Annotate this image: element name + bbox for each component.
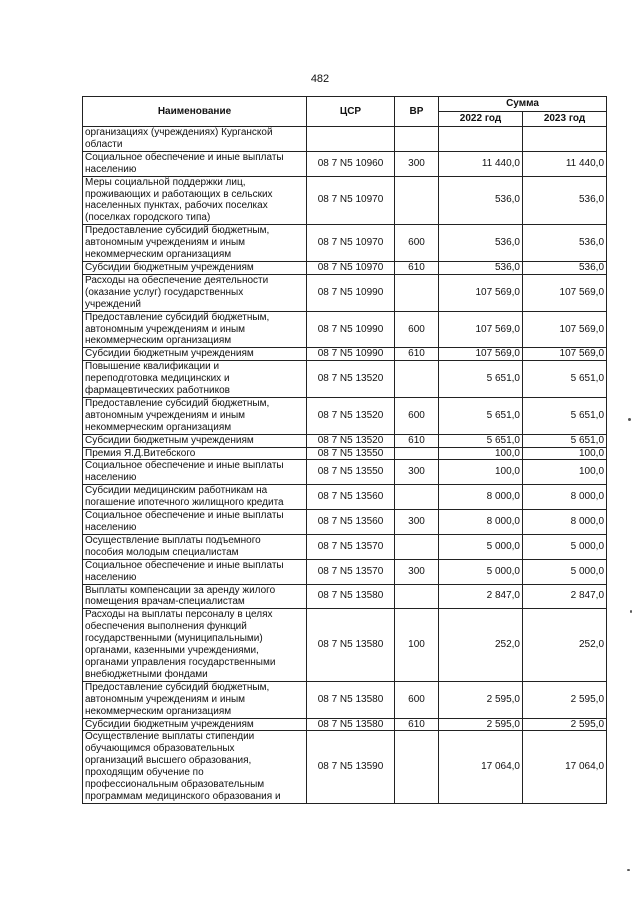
row-csr: 08 7 N5 13590	[307, 731, 395, 803]
table-row	[83, 731, 607, 803]
row-amount-2022: 17 064,0	[439, 731, 523, 803]
table-row	[83, 176, 607, 225]
row-amount-2023: 2 847,0	[523, 584, 607, 609]
row-vr: 300	[395, 559, 439, 584]
row-csr: 08 7 N5 10970	[307, 261, 395, 274]
row-csr: 08 7 N5 13550	[307, 447, 395, 460]
table-body	[83, 127, 607, 804]
row-csr: 08 7 N5 10970	[307, 225, 395, 262]
row-amount-2023: 5 651,0	[523, 434, 607, 447]
row-amount-2023: 107 569,0	[523, 311, 607, 348]
row-name: Субсидии бюджетным учреждениям	[83, 348, 307, 361]
row-amount-2023: 5 000,0	[523, 559, 607, 584]
row-amount-2023: 100,0	[523, 447, 607, 460]
table-row	[83, 397, 607, 434]
row-vr	[395, 274, 439, 311]
header-sum: Сумма	[439, 97, 607, 112]
row-name: Повышение квалификации и переподготовка медицинских и фармацевтических работников	[83, 361, 307, 398]
row-amount-2023: 536,0	[523, 261, 607, 274]
row-vr: 600	[395, 225, 439, 262]
row-amount-2022: 8 000,0	[439, 485, 523, 510]
row-amount-2023	[523, 127, 607, 152]
row-amount-2022: 5 651,0	[439, 434, 523, 447]
table-row	[83, 361, 607, 398]
row-name: Субсидии бюджетным учреждениям	[83, 718, 307, 731]
row-csr: 08 7 N5 13580	[307, 681, 395, 718]
header-year-2022: 2022 год	[439, 112, 523, 127]
row-name: Премия Я.Д.Витебского	[83, 447, 307, 460]
row-csr: 08 7 N5 10990	[307, 311, 395, 348]
row-name: Субсидии бюджетным учреждениям	[83, 434, 307, 447]
row-vr	[395, 447, 439, 460]
row-name: Выплаты компенсации за аренду жилого помещения врачам-специалистам	[83, 584, 307, 609]
row-name: Осуществление выплаты подъемного пособия молодым специалистам	[83, 534, 307, 559]
row-name: Расходы на выплаты персоналу в целях обеспечения выполнения функций государственными (муниципальными) органами, казенными учреждениями, органами управления государственными внебюджетными фондами	[83, 609, 307, 681]
table-row	[83, 584, 607, 609]
row-amount-2022: 100,0	[439, 447, 523, 460]
row-amount-2022: 2 847,0	[439, 584, 523, 609]
row-name: Расходы на обеспечение деятельности (оказание услуг) государственных учреждений	[83, 274, 307, 311]
row-csr: 08 7 N5 13580	[307, 584, 395, 609]
row-vr: 300	[395, 151, 439, 176]
row-amount-2023: 107 569,0	[523, 274, 607, 311]
table-row	[83, 609, 607, 681]
row-name: организациях (учреждениях) Курганской области	[83, 127, 307, 152]
row-amount-2022: 5 651,0	[439, 361, 523, 398]
row-vr	[395, 584, 439, 609]
row-amount-2023: 8 000,0	[523, 510, 607, 535]
row-vr	[395, 127, 439, 152]
header-vr: ВР	[395, 97, 439, 127]
row-amount-2023: 8 000,0	[523, 485, 607, 510]
row-amount-2023: 252,0	[523, 609, 607, 681]
row-amount-2023: 2 595,0	[523, 718, 607, 731]
row-name: Социальное обеспечение и иные выплаты населению	[83, 151, 307, 176]
row-vr: 610	[395, 261, 439, 274]
row-csr	[307, 127, 395, 152]
row-vr: 300	[395, 510, 439, 535]
row-amount-2022: 2 595,0	[439, 681, 523, 718]
row-vr	[395, 534, 439, 559]
table-row	[83, 261, 607, 274]
row-csr: 08 7 N5 13550	[307, 460, 395, 485]
row-amount-2022: 536,0	[439, 176, 523, 225]
row-name: Субсидии бюджетным учреждениям	[83, 261, 307, 274]
row-amount-2022: 107 569,0	[439, 274, 523, 311]
row-amount-2023: 5 000,0	[523, 534, 607, 559]
row-name: Предоставление субсидий бюджетным, автономным учреждениям и иным некоммерческим организациям	[83, 225, 307, 262]
row-amount-2022: 5 000,0	[439, 534, 523, 559]
row-amount-2022: 536,0	[439, 261, 523, 274]
row-amount-2022: 5 651,0	[439, 397, 523, 434]
scan-speck	[627, 869, 630, 871]
row-csr: 08 7 N5 13580	[307, 609, 395, 681]
row-amount-2023: 17 064,0	[523, 731, 607, 803]
row-vr: 600	[395, 311, 439, 348]
table-row	[83, 534, 607, 559]
row-name: Меры социальной поддержки лиц, проживающих и работающих в сельских населенных пунктах, рабочих поселках (поселках городского типа)	[83, 176, 307, 225]
row-csr: 08 7 N5 13560	[307, 510, 395, 535]
row-name: Социальное обеспечение и иные выплаты населению	[83, 460, 307, 485]
table-row	[83, 348, 607, 361]
row-amount-2023: 107 569,0	[523, 348, 607, 361]
scan-speck	[630, 610, 632, 613]
row-name: Предоставление субсидий бюджетным, автономным учреждениям и иным некоммерческим организациям	[83, 681, 307, 718]
row-name: Предоставление субсидий бюджетным, автономным учреждениям и иным некоммерческим организациям	[83, 311, 307, 348]
scan-speck	[628, 418, 631, 421]
row-amount-2022: 2 595,0	[439, 718, 523, 731]
row-csr: 08 7 N5 10960	[307, 151, 395, 176]
row-amount-2023: 2 595,0	[523, 681, 607, 718]
table-row	[83, 274, 607, 311]
row-vr: 610	[395, 434, 439, 447]
table-row	[83, 460, 607, 485]
table-row	[83, 151, 607, 176]
row-name: Субсидии медицинским работникам на погашение ипотечного жилищного кредита	[83, 485, 307, 510]
row-vr	[395, 731, 439, 803]
row-csr: 08 7 N5 13570	[307, 534, 395, 559]
table-header	[83, 97, 607, 127]
row-amount-2022: 5 000,0	[439, 559, 523, 584]
row-name: Социальное обеспечение и иные выплаты населению	[83, 510, 307, 535]
row-amount-2023: 5 651,0	[523, 397, 607, 434]
row-amount-2022: 536,0	[439, 225, 523, 262]
row-amount-2023: 5 651,0	[523, 361, 607, 398]
header-year-2023: 2023 год	[523, 112, 607, 127]
row-csr: 08 7 N5 13560	[307, 485, 395, 510]
row-amount-2022: 252,0	[439, 609, 523, 681]
row-name: Осуществление выплаты стипендии обучающимся образовательных организаций высшего образования, проходящим обучение по профессиональным образовательным программам медицинского образования и	[83, 731, 307, 803]
row-csr: 08 7 N5 13570	[307, 559, 395, 584]
table-row	[83, 447, 607, 460]
table-row	[83, 559, 607, 584]
row-amount-2022: 11 440,0	[439, 151, 523, 176]
row-vr	[395, 176, 439, 225]
row-vr: 100	[395, 609, 439, 681]
row-amount-2022: 100,0	[439, 460, 523, 485]
table-row	[83, 434, 607, 447]
row-csr: 08 7 N5 10990	[307, 348, 395, 361]
row-amount-2022	[439, 127, 523, 152]
header-name: Наименование	[83, 97, 307, 127]
row-vr: 300	[395, 460, 439, 485]
row-vr	[395, 485, 439, 510]
page-number: 482	[310, 73, 330, 85]
table-row	[83, 311, 607, 348]
row-vr: 610	[395, 718, 439, 731]
row-csr: 08 7 N5 10970	[307, 176, 395, 225]
table-row	[83, 681, 607, 718]
row-name: Социальное обеспечение и иные выплаты населению	[83, 559, 307, 584]
row-csr: 08 7 N5 13580	[307, 718, 395, 731]
row-vr	[395, 361, 439, 398]
row-vr: 610	[395, 348, 439, 361]
row-csr: 08 7 N5 13520	[307, 397, 395, 434]
row-csr: 08 7 N5 10990	[307, 274, 395, 311]
row-vr: 600	[395, 681, 439, 718]
row-amount-2023: 100,0	[523, 460, 607, 485]
row-amount-2022: 107 569,0	[439, 311, 523, 348]
row-name: Предоставление субсидий бюджетным, автономным учреждениям и иным некоммерческим организациям	[83, 397, 307, 434]
table-row	[83, 485, 607, 510]
budget-table	[82, 96, 607, 804]
row-csr: 08 7 N5 13520	[307, 434, 395, 447]
table-row	[83, 718, 607, 731]
row-amount-2023: 11 440,0	[523, 151, 607, 176]
row-amount-2022: 107 569,0	[439, 348, 523, 361]
row-amount-2023: 536,0	[523, 225, 607, 262]
table-row	[83, 225, 607, 262]
row-csr: 08 7 N5 13520	[307, 361, 395, 398]
row-vr: 600	[395, 397, 439, 434]
header-csr: ЦСР	[307, 97, 395, 127]
table-row	[83, 510, 607, 535]
row-amount-2023: 536,0	[523, 176, 607, 225]
row-amount-2022: 8 000,0	[439, 510, 523, 535]
table-row	[83, 127, 607, 152]
